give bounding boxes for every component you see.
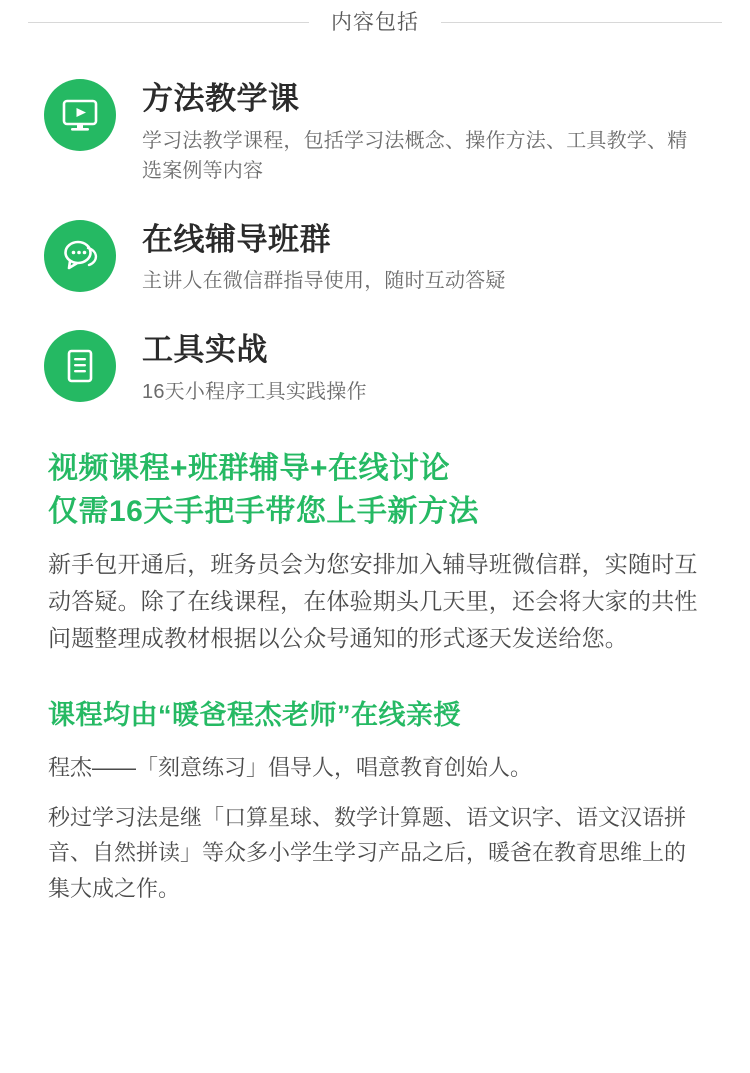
teacher-subtitle: 程杰——「刻意练习」倡导人，唱意教育创始人。 <box>48 754 533 780</box>
teacher-paragraph: 秒过学习法是继「口算星球、数学计算题、语文识字、语文汉语拼音、自然拼读」等众多小学生学习产品之后，暖爸在教育思维上的集大成之作。 <box>48 804 687 902</box>
chat-bubbles-icon <box>44 220 116 292</box>
divider-right <box>441 22 722 23</box>
feature-title: 工具实战 <box>142 332 268 368</box>
section-header <box>0 0 750 33</box>
feature-title: 方法教学课 <box>142 81 300 116</box>
document-lines-icon <box>44 330 116 402</box>
feature-body <box>142 220 706 297</box>
section-title: 内容包括 <box>331 11 419 34</box>
feature-item <box>44 79 706 186</box>
promo-headline-1: 视频课程+班群辅导+在线讨论 <box>48 451 451 485</box>
feature-body <box>142 79 706 186</box>
feature-item <box>44 220 706 297</box>
feature-desc: 学习法教学课程，包括学习法概念、操作方法、工具教学、精选案例等内容 <box>142 129 688 182</box>
divider-left <box>28 22 309 23</box>
promo-block <box>0 447 750 658</box>
promo-paragraph: 新手包开通后，班务员会为您安排加入辅导班微信群，实随时互动答疑。除了在线课程，在体验期头几天里，还会将大家的共性问题整理成教材根据以公众号通知的形式逐天发送给您。 <box>48 550 698 652</box>
feature-title: 在线辅导班群 <box>142 221 331 257</box>
feature-desc: 主讲人在微信群指导使用，随时互动答疑 <box>142 270 506 293</box>
feature-body <box>142 330 706 407</box>
teacher-title: 课程均由“暖爸程杰老师”在线亲授 <box>48 699 461 730</box>
teacher-block <box>0 698 750 907</box>
feature-item <box>44 330 706 407</box>
monitor-play-icon <box>44 79 116 151</box>
feature-list <box>0 79 750 407</box>
feature-desc: 16天小程序工具实践操作 <box>142 380 367 403</box>
promo-headline-2: 仅需16天手把手带您上手新方法 <box>48 495 479 529</box>
